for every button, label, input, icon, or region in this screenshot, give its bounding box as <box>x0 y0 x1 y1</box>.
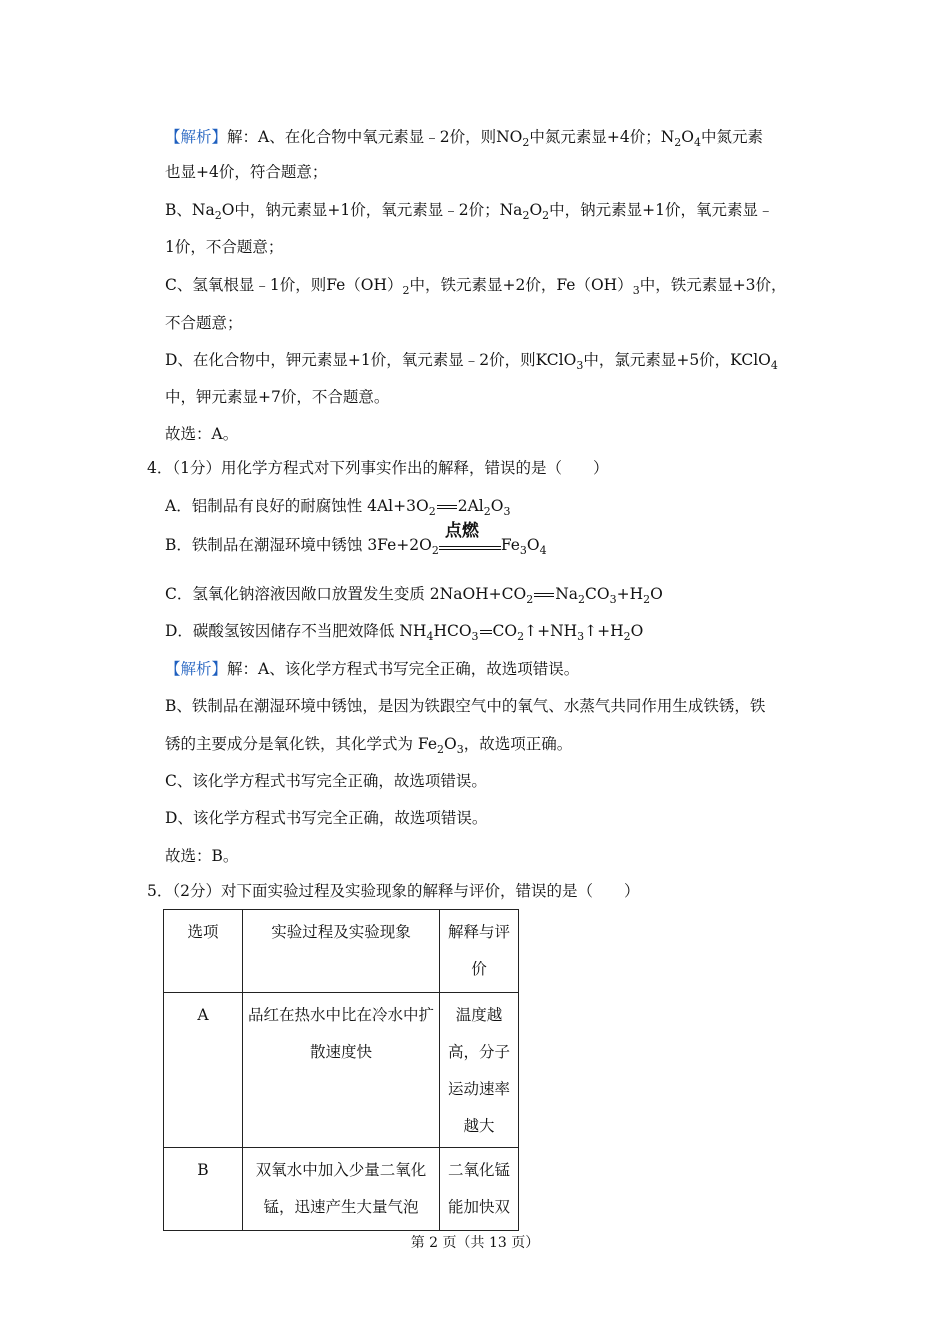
question-4-stem: 4．（1分）用化学方程式对下列事实作出的解释，错误的是（ ） <box>147 459 609 477</box>
analysis-line-1: 【解析】解：A、在化合物中氧元素显﹣2价，则$NO_2$中氮元素显+4价；$N_2O_4$中氮元素 <box>165 128 763 149</box>
table-cell: 温度越高，分子运动速率越大 <box>440 993 519 1148</box>
table-cell: 品红在热水中比在冷水中扩散速度快 <box>243 993 440 1148</box>
equals-sign <box>480 630 492 634</box>
table-header-row <box>164 910 519 993</box>
table-cell: 双氧水中加入少量二氧化锰，迅速产生大量气泡 <box>243 1148 440 1231</box>
table-row <box>164 993 519 1148</box>
table-cell: B <box>164 1148 243 1231</box>
equals-sign <box>437 505 457 509</box>
option-c: C．氢氧化钠溶液因敞口放置发生变质 $2NaOH+CO_2$ $Na_2CO_3+H_2O$ <box>165 585 663 606</box>
table-header-cell: 解释与评价 <box>440 910 519 993</box>
experiment-table <box>163 909 519 1231</box>
page-footer: 第 2 页（共 13 页） <box>410 1235 540 1251</box>
analysis-tag: 【解析】 <box>165 660 228 678</box>
equals-sign <box>534 593 554 597</box>
answer-line: 故选：A。 <box>165 425 239 443</box>
table-header-cell: 选项 <box>164 910 243 993</box>
analysis-line-7: D、在化合物中，钾元素显+1价，氧元素显﹣2价，则KClO$_3$中，氯元素显+5价，KClO$_4$ <box>165 351 778 372</box>
question-5-stem: 5．（2分）对下面实验过程及实验现象的解释与评价，错误的是（ ） <box>147 882 640 900</box>
analysis-line-4: 1价，不合题意； <box>165 238 284 256</box>
analysis-line-5: C、氢氧根显﹣1价，则$Fe(OH)_2$中，铁元素显+2价，$Fe(OH)_3$中，铁元素显+3价， <box>165 276 787 297</box>
option-d: D．碳酸氢铵因储存不当肥效降低 $NH_4HCO_3$ $CO_2↑+NH_3↑+H_2O$ <box>165 622 644 643</box>
table-header-cell: 实验过程及实验现象 <box>243 910 440 993</box>
analysis-line-2: 也显+4价，符合题意； <box>165 163 328 181</box>
q4-analysis-line-4: C、该化学方程式书写完全正确，故选项错误。 <box>165 772 487 790</box>
q4-analysis-line-5: D、该化学方程式书写完全正确，故选项错误。 <box>165 809 488 827</box>
table-cell: A <box>164 993 243 1148</box>
analysis-line-8: 中，钾元素显+7价，不合题意。 <box>165 388 390 406</box>
analysis-line-6: 不合题意； <box>165 314 243 332</box>
table-cell: 二氧化锰能加快双 <box>440 1148 519 1231</box>
q4-answer-line: 故选：B。 <box>165 847 239 865</box>
analysis-line-3: B、$Na_2O$中，钠元素显+1价，氧元素显﹣2价；$Na_2O_2$中，钠元素显+1价，氧元素显﹣ <box>165 201 774 222</box>
option-b: B．铁制品在潮湿环境中锈蚀 $3Fe+2O_2$ 点燃 $Fe_3O_4$ <box>165 521 547 557</box>
q4-analysis-line-1: 【解析】解：A、该化学方程式书写完全正确，故选项错误。 <box>165 660 580 678</box>
q4-analysis-line-3: 锈的主要成分是氧化铁，其化学式为 $Fe_2O_3$，故选项正确。 <box>165 735 573 756</box>
analysis-tag: 【解析】 <box>165 128 228 146</box>
reaction-condition: 点燃 <box>439 535 501 555</box>
option-a: A．铝制品有良好的耐腐蚀性 $4Al+3O_2$ $2Al_2O_3$ <box>165 497 511 518</box>
q4-analysis-line-2: B、铁制品在潮湿环境中锈蚀，是因为铁跟空气中的氧气、水蒸气共同作用生成铁锈，铁 <box>165 697 766 715</box>
table-row <box>164 1148 519 1231</box>
